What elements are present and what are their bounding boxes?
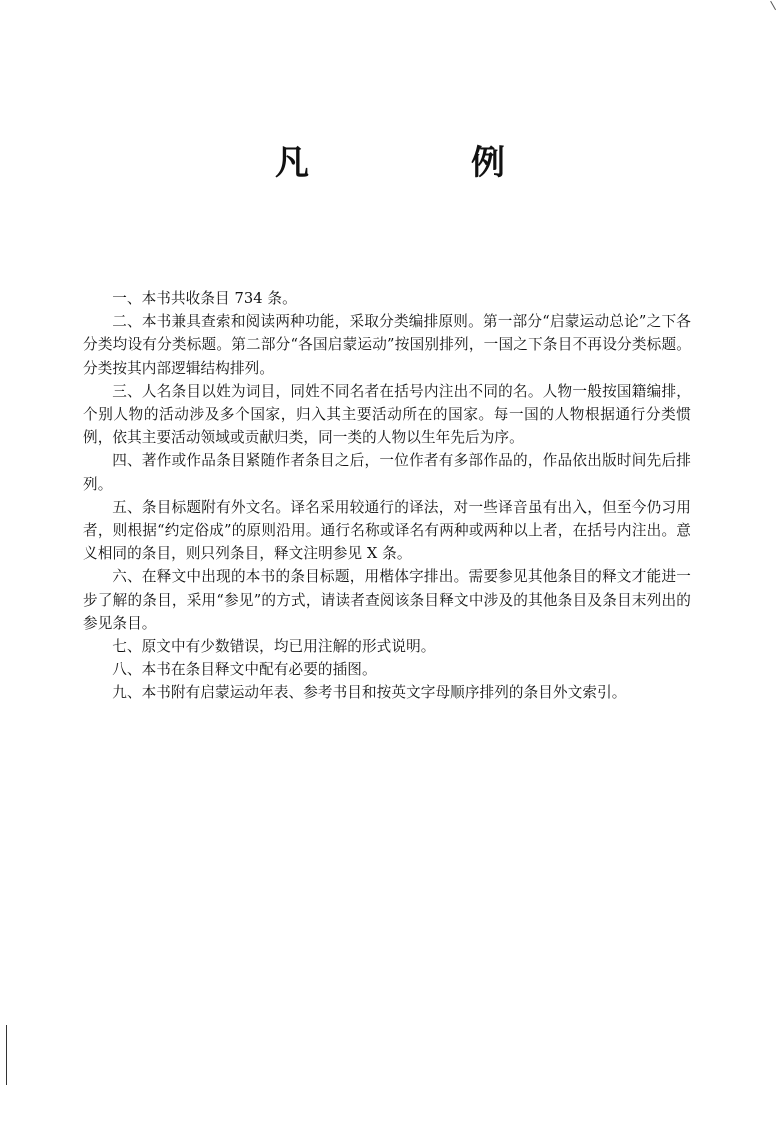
guideline-5: 五、条目标题附有外文名。译名采用较通行的译法，对一些译音虽有出入，但至今仍习用者，则根据“约定俗成”的原则沿用。通行名称或译名有两种或两种以上者，在括号内注出。意义相同的条目，则只列条目，释文注明参见 X 条。 — [83, 498, 691, 563]
page-title: 凡 例 — [275, 142, 569, 183]
guideline-7: 七、原文中有少数错误，均已用注解的形式说明。 — [112, 638, 436, 656]
guideline-6: 六、在释文中出现的本书的条目标题，用楷体字排出。需要参见其他条目的释文才能进一步了解的条目，采用“参见”的方式，请读者查阅该条目释文中涉及的其他条目及条目末列出的参见条目。 — [83, 568, 691, 632]
guideline-1: 一、本书共收条目 734 条。 — [112, 290, 297, 307]
guideline-4: 四、著作或作品条目紧随作者条目之后，一位作者有多部作品的，作品依出版时间先后排列。 — [83, 452, 691, 493]
guidelines-body — [83, 287, 691, 705]
guideline-2: 二、本书兼具查索和阅读两种功能，采取分类编排原则。第一部分“启蒙运动总论”之下各分类均设有分类标题。第二部分“各国启蒙运动”按国别排列，一国之下条目不再设分类标题。分类按其内部逻辑结构排列。 — [83, 313, 691, 377]
guideline-8: 八、本书在条目释文中配有必要的插图。 — [112, 661, 377, 679]
guideline-9: 九、本书附有启蒙运动年表、参考书目和按英文字母顺序排列的条目外文索引。 — [112, 684, 627, 702]
scan-binding-mark — [6, 1025, 7, 1085]
guideline-3: 三、人名条目以姓为词目，同姓不同名者在括号内注出不同的名。人物一般按国籍编排，个别人物的活动涉及多个国家，归入其主要活动所在的国家。每一国的人物根据通行分类惯例，依其主要活动领域或贡献归类，同一类的人物以生年先后为序。 — [83, 382, 691, 447]
scan-corner-mark — [765, 1, 776, 13]
